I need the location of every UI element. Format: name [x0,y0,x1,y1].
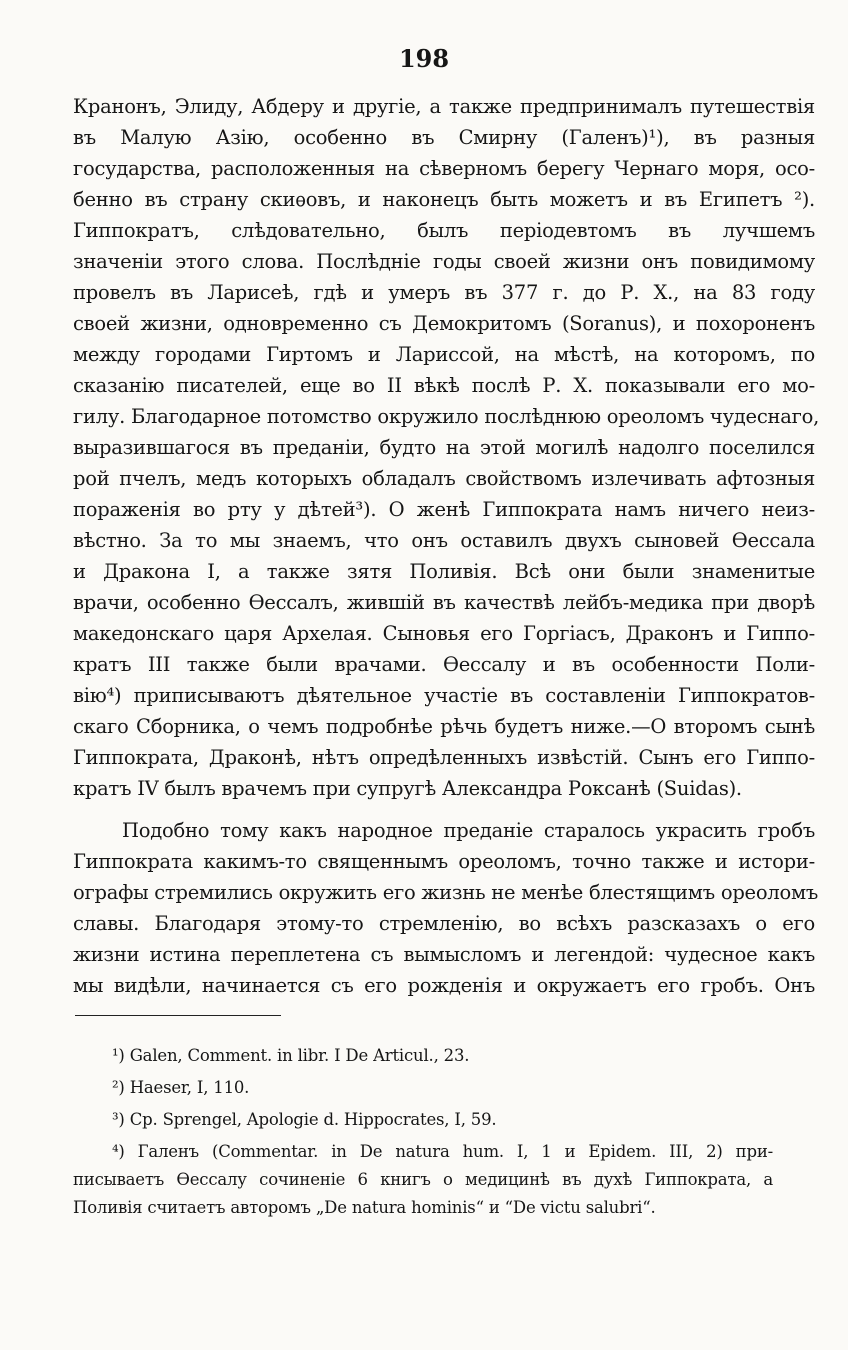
footnote-4-continued: Поливія считаетъ авторомъ „De natura hominis“ и “De victu salubri“. [73,1198,656,1217]
body-line: пораженія во рту у дѣтей³). О женѣ Гиппократа намъ ничего неиз- [73,498,815,521]
body-line: государства, расположенныя на сѣверномъ берегу Чернаго моря, осо- [73,157,815,180]
body-line: выразившагося въ преданіи, будто на этой могилѣ надолго поселился [73,436,815,459]
body-line: рой пчелъ, медъ которыхъ обладалъ свойствомъ излечивать афтозныя [73,467,815,490]
body-line: вію⁴) приписываютъ дѣятельное участіе въ составленіи Гиппократов- [73,684,815,707]
body-line: въ Малую Азію, особенно въ Смирну (Галенъ)¹), въ разныя [73,126,815,149]
body-line: Гиппократъ, слѣдовательно, былъ періодевтомъ въ лучшемъ [73,219,815,242]
footnote-1: ¹) Galen, Comment. in libr. I De Articul., 23. [112,1046,470,1065]
page-number: 198 [398,44,450,73]
body-line: врачи, особенно Ѳессалъ, жившій въ качествѣ лейбъ-медика при дворѣ [73,591,815,614]
body-line: и Дракона I, а также зятя Поливія. Всѣ они были знаменитые [73,560,815,583]
paragraph-start-line: Подобно тому какъ народное преданіе старалось украсить гробъ [122,819,815,842]
body-line: сказанію писателей, еще во II вѣкѣ послѣ Р. X. показывали его мо- [73,374,815,397]
body-line: своей жизни, одновременно съ Демокритомъ (Soranus), и похороненъ [73,312,815,335]
body-line: между городами Гиртомъ и Лариссой, на мѣстѣ, на которомъ, по [73,343,815,366]
body-line: Кранонъ, Элиду, Абдеру и другіе, а также предпринималъ путешествія [73,95,815,118]
body-line: провелъ въ Ларисеѣ, гдѣ и умеръ въ 377 г. до Р. X., на 83 году [73,281,815,304]
body-line: гилу. Благодарное потомство окружило послѣднюю ореоломъ чудеснаго, [73,405,820,428]
footnote-4: ⁴) Галенъ (Commentar. in De natura hum. I, 1 и Epidem. III, 2) при- [112,1142,773,1161]
footnote-2: ²) Haeser, I, 110. [112,1078,250,1097]
body-line: кратъ III также были врачами. Ѳессалу и въ особенности Поли- [73,653,815,676]
footnote-3: ³) Cp. Sprengel, Apologie d. Hippocrates, I, 59. [112,1110,497,1129]
body-line: Гиппократа, Драконѣ, нѣтъ опредѣленныхъ извѣстій. Сынъ его Гиппо- [73,746,815,769]
body-line: македонскаго царя Архелая. Сыновья его Горгіасъ, Драконъ и Гиппо- [73,622,815,645]
body-line: бенно въ страну скиѳовъ, и наконецъ быть можетъ и въ Египетъ ²). [73,188,815,211]
body-line: скаго Сборника, о чемъ подробнѣе рѣчь будетъ ниже.—О второмъ сынѣ [73,715,815,738]
footnote-4-continued: писываетъ Ѳессалу сочиненіе 6 книгъ о медицинѣ въ духѣ Гиппократа, а [73,1170,773,1189]
body-line: жизни истина переплетена съ вымысломъ и легендой: чудесное какъ [73,943,815,966]
footnote-separator [75,1015,281,1016]
body-line: вѣстно. За то мы знаемъ, что онъ оставилъ двухъ сыновей Ѳессала [73,529,815,552]
body-line: славы. Благодаря этому-то стремленію, во всѣхъ разсказахъ о его [73,912,815,935]
body-line: ографы стремились окружить его жизнь не менѣе блестящимъ ореоломъ [73,881,819,904]
body-line: Гиппократа какимъ-то священнымъ ореоломъ, точно также и истори- [73,850,815,873]
body-line: мы видѣли, начинается съ его рожденія и окружаетъ его гробъ. Онъ [73,974,815,997]
body-line: значеніи этого слова. Послѣдніе годы своей жизни онъ повидимому [73,250,815,273]
body-line: кратъ IV былъ врачемъ при супругѣ Александра Роксанѣ (Suidas). [73,777,742,800]
